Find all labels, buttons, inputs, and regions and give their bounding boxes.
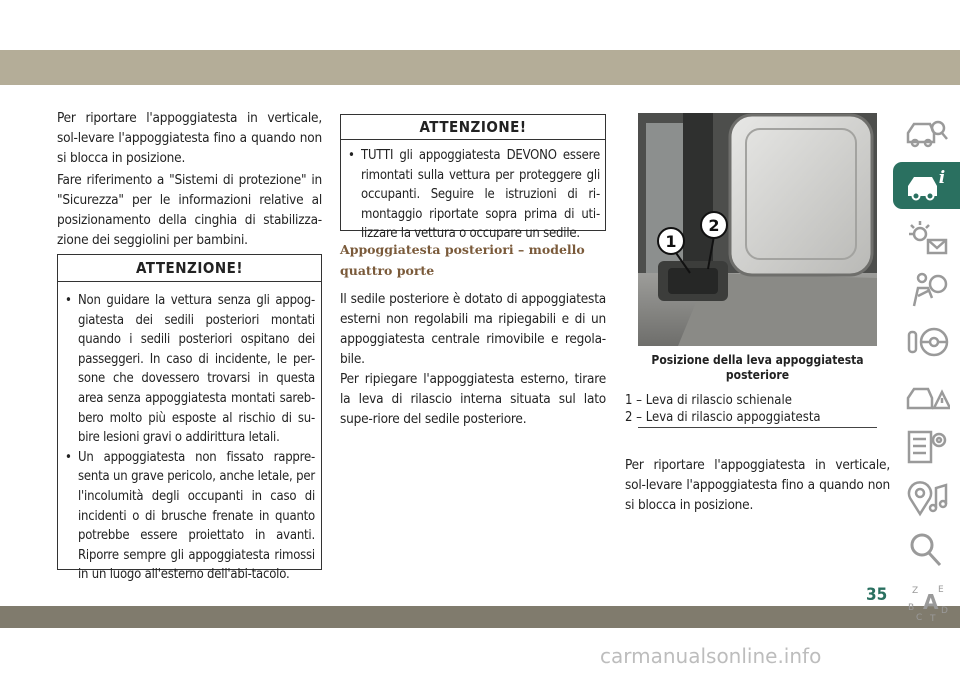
col1-paragraph-1: Per riportare l'appoggiatesta in verticale, sol-levare l'appoggiatesta fino a quando non si blocca in posizione. — [57, 110, 322, 166]
index-letter: B — [907, 602, 914, 613]
index-letter: A — [922, 589, 938, 614]
sidebar-item-search[interactable] — [893, 526, 960, 573]
index-letter: C — [915, 612, 922, 622]
section-heading-line-1: Appoggiatesta posteriori – modello — [340, 242, 585, 257]
sidebar-item-driving[interactable] — [893, 318, 960, 365]
sidebar-item-multimedia[interactable] — [893, 474, 960, 521]
index-letter: D — [940, 605, 948, 616]
sidebar-item-safety[interactable] — [893, 266, 960, 313]
car-search-icon — [904, 114, 950, 154]
warning-box-2 — [340, 114, 606, 242]
service-maintenance-icon — [904, 426, 950, 466]
legend-item-2: 2 – Leva di rilascio appoggiatesta — [625, 410, 821, 425]
index-letter: Z — [911, 585, 918, 596]
watermark: carmanualsonline.info — [600, 644, 822, 668]
warning-item: • Un appoggiatesta non fissato rappre-senta un grave pericolo, anche letale, per l'incolumità degli occupanti in caso di incidenti o di brusche frenate in quanto potrebbe essere proiettato in avanti. Riporre sempre gli appoggiatesta rimossi in un luogo all'esterno dell'abi-tacolo. — [61, 448, 315, 585]
warning-box-1 — [57, 254, 322, 583]
multimedia-icon — [904, 478, 950, 518]
legend-item-1: 1 – Leva di rilascio schienale — [625, 393, 792, 408]
alphabetical-index-icon — [904, 582, 950, 622]
sidebar-item-service[interactable] — [893, 422, 960, 469]
sidebar-item-car-info[interactable] — [893, 162, 960, 209]
warning-lights-message-icon — [904, 218, 950, 258]
headrest-illustration — [638, 113, 877, 346]
index-letter: E — [937, 584, 944, 595]
callout-1-label: 1 — [665, 232, 677, 251]
col2-paragraph-1: Il sedile posteriore è dotato di appoggiatesta esterni non regolabili ma ripiegabili e di un appoggiatesta centrale rimovibile e regola-bile. — [340, 291, 606, 367]
figure-divider — [638, 427, 877, 428]
index-letter: T — [929, 613, 935, 622]
safety-airbag-icon — [904, 270, 950, 310]
starting-driving-icon — [904, 322, 950, 362]
figure-caption-line-1: Posizione della leva appoggiatesta — [651, 353, 864, 367]
sidebar-item-warning-lights[interactable] — [893, 214, 960, 261]
sidebar-item-emergency[interactable] — [893, 370, 960, 417]
footer-band — [0, 606, 960, 628]
section-heading-line-2: quattro porte — [340, 263, 435, 278]
car-info-icon — [904, 166, 950, 206]
col2-paragraph-2: Per ripiegare l'appoggiatesta esterno, tirare la leva di rilascio interna situata sul lato supe-riore del sedile posteriore. — [340, 371, 606, 427]
warning-item: • Non guidare la vettura senza gli appog-giatesta dei sedili posteriori montati quando i sedili posteriori ospitano dei passeggeri. In caso di incidente, le per-sone che dovessero trovarsi in questa area senza appoggiatesta montati sareb-bero molto più esposte al rischio di su-bire lesioni gravi o addirittura letali. — [61, 291, 315, 448]
warning-item: • TUTTI gli appoggiatesta DEVONO essere rimontati sulla vettura per proteggere gli occupanti. Seguire le istruzioni di ri-montaggio riportate sopra prima di uti-lizzare la vettura o occupare un sedile. — [344, 146, 600, 244]
header-band — [0, 50, 960, 85]
warning-title: ATTENZIONE! — [58, 255, 321, 282]
page-number: 35 — [866, 585, 888, 605]
emergency-icon — [904, 374, 950, 414]
search-index-icon — [904, 530, 950, 570]
col3-paragraph-1: Per riportare l'appoggiatesta in verticale, sol-levare l'appoggiatesta fino a quando non si blocca in posizione. — [625, 457, 890, 513]
figure-caption-line-2: posteriore — [725, 368, 790, 382]
svg-text:i: i — [938, 167, 945, 188]
headrest-photo — [638, 113, 877, 346]
col1-paragraph-2: Fare riferimento a "Sistemi di protezione" in "Sicurezza" per le informazioni relative al posizionamento della cinghia di stabilizza-zione dei seggiolini per bambini. — [57, 172, 322, 248]
warning-title: ATTENZIONE! — [341, 115, 605, 140]
chapter-sidebar — [893, 110, 960, 630]
callout-2-label: 2 — [708, 216, 720, 235]
sidebar-item-car-search[interactable] — [893, 110, 960, 157]
sidebar-item-alphabetical-index[interactable] — [893, 578, 960, 625]
